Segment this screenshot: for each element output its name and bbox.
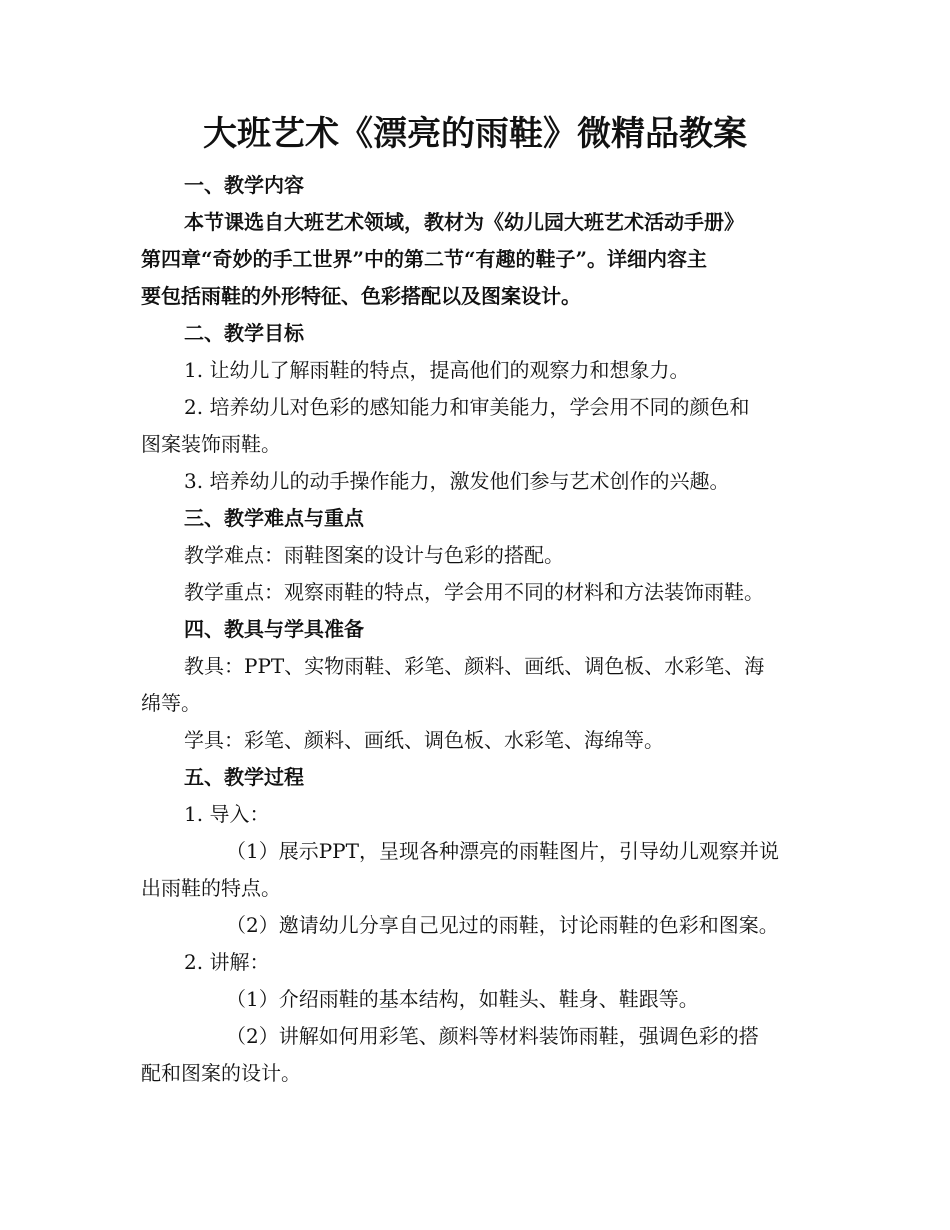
paragraph-line: 本节课选自大班艺术领域，教材为《幼儿园大班艺术活动手册》 bbox=[184, 210, 744, 234]
process-step: 1. 导入： bbox=[184, 802, 270, 826]
page-title: 大班艺术《漂亮的雨鞋》微精品教案 bbox=[203, 114, 747, 154]
process-substep: （1）展示PPT，呈现各种漂亮的雨鞋图片，引导幼儿观察并说 bbox=[226, 839, 779, 863]
section-heading-process: 五、教学过程 bbox=[184, 765, 304, 789]
section-heading-materials: 四、教具与学具准备 bbox=[184, 617, 364, 641]
section-heading-content: 一、教学内容 bbox=[184, 173, 304, 197]
goal-item-continued: 图案装饰雨鞋。 bbox=[141, 432, 281, 456]
goal-item: 3. 培养幼儿的动手操作能力，激发他们参与艺术创作的兴趣。 bbox=[184, 469, 730, 493]
process-substep: （2）讲解如何用彩笔、颜料等材料装饰雨鞋，强调色彩的搭 bbox=[226, 1024, 759, 1048]
goal-item: 2. 培养幼儿对色彩的感知能力和审美能力，学会用不同的颜色和 bbox=[184, 395, 750, 419]
process-substep: （1）介绍雨鞋的基本结构，如鞋头、鞋身、鞋跟等。 bbox=[226, 987, 699, 1011]
teaching-tools-continued: 绵等。 bbox=[141, 691, 201, 715]
teaching-tools-text: 教具：PPT、实物雨鞋、彩笔、颜料、画纸、调色板、水彩笔、海 bbox=[184, 654, 765, 678]
process-substep-continued: 配和图案的设计。 bbox=[141, 1061, 301, 1085]
section-heading-difficulty: 三、教学难点与重点 bbox=[184, 506, 364, 530]
student-tools-text: 学具：彩笔、颜料、画纸、调色板、水彩笔、海绵等。 bbox=[184, 728, 664, 752]
paragraph-line: 要包括雨鞋的外形特征、色彩搭配以及图案设计。 bbox=[141, 284, 581, 308]
paragraph-line: 第四章“奇妙的手工世界”中的第二节“有趣的鞋子”。详细内容主 bbox=[141, 247, 708, 271]
process-substep: （2）邀请幼儿分享自己见过的雨鞋，讨论雨鞋的色彩和图案。 bbox=[226, 913, 779, 937]
goal-item: 1. 让幼儿了解雨鞋的特点，提高他们的观察力和想象力。 bbox=[184, 358, 690, 382]
difficulty-text: 教学难点：雨鞋图案的设计与色彩的搭配。 bbox=[184, 543, 564, 567]
section-heading-goals: 二、教学目标 bbox=[184, 321, 304, 345]
process-substep-continued: 出雨鞋的特点。 bbox=[141, 876, 281, 900]
key-point-text: 教学重点：观察雨鞋的特点，学会用不同的材料和方法装饰雨鞋。 bbox=[184, 580, 764, 604]
process-step: 2. 讲解： bbox=[184, 950, 270, 974]
